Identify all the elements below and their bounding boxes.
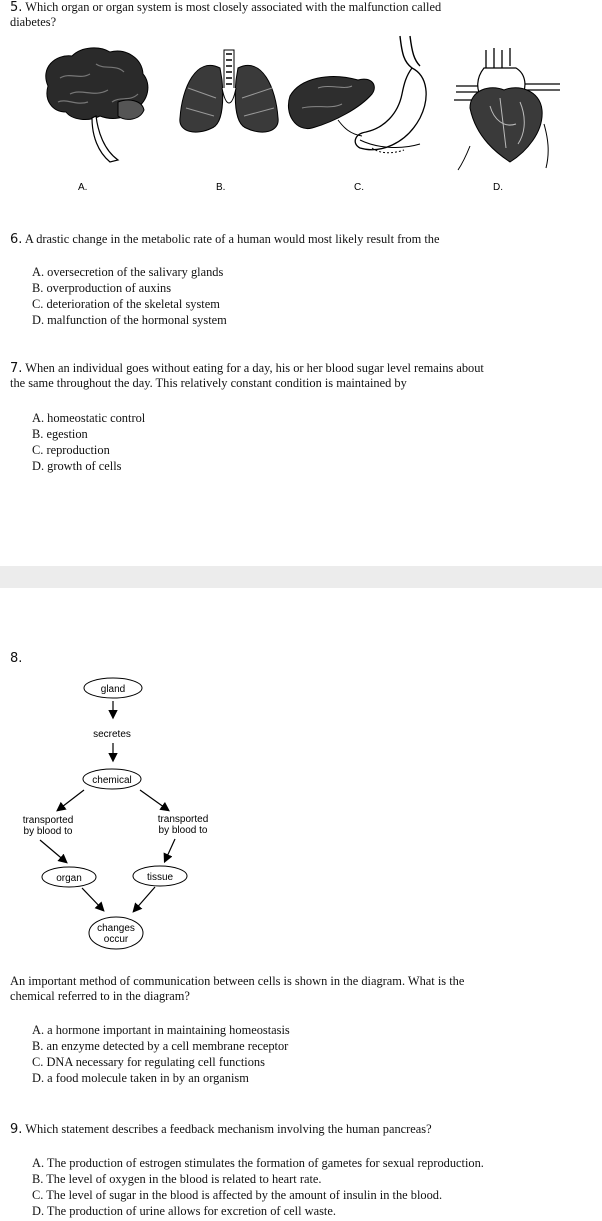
tissue-label: tissue (146, 872, 174, 883)
q5-stem (10, 0, 441, 30)
q8-number: 8. (10, 651, 23, 666)
arrow-tissue-changes (134, 887, 155, 911)
q6-option-b[interactable]: B. overproduction of auxins (32, 281, 172, 295)
q9-option-a[interactable]: A. The production of estrogen stimulates the formation of gametes for sexual reproduction. (32, 1156, 484, 1170)
secretes-label: secretes (93, 729, 131, 740)
q8-option-c[interactable]: C. DNA necessary for regulating cell functions (32, 1055, 265, 1069)
q6-stem (10, 232, 439, 247)
q8-stem (10, 974, 464, 1004)
left-transport-line1: transported (22, 815, 74, 826)
q9-text: Which statement describes a feedback mechanism involving the human pancreas? (25, 1122, 432, 1136)
q9-option-c[interactable]: C. The level of sugar in the blood is affected by the amount of insulin in the blood. (32, 1188, 443, 1202)
q9-option-d[interactable]: D. The production of urine allows for excretion of cell waste. (32, 1204, 336, 1218)
q7-text-line2: the same throughout the day. This relatively constant condition is maintained by (10, 376, 407, 390)
q9-option-b[interactable]: B. The level of oxygen in the blood is related to heart rate. (32, 1172, 322, 1186)
q6-number: 6. (10, 232, 23, 247)
q6-option-c[interactable]: C. deterioration of the skeletal system (32, 297, 220, 311)
organ-label: organ (56, 873, 82, 884)
q6-option-a[interactable]: A. oversecretion of the salivary glands (32, 265, 224, 279)
q7-stem (10, 361, 484, 391)
right-transport-line1: transported (157, 814, 209, 825)
q5-label-d: D. (493, 182, 503, 193)
q7-text-line1: When an individual goes without eating for a day, his or her blood sugar level remains about (25, 361, 484, 375)
right-transport-line2: by blood to (158, 825, 208, 836)
q8-text-line2: chemical referred to in the diagram? (10, 989, 190, 1003)
q8-options (32, 1022, 290, 1086)
q8-flow-diagram (0, 672, 240, 962)
changes-label-line2: occur (103, 934, 129, 945)
lungs-image (180, 50, 278, 132)
arrow-left-organ (40, 840, 66, 862)
page-break-band (0, 566, 602, 588)
arrow-right-tissue (165, 839, 175, 861)
gland-label: gland (100, 684, 126, 695)
arrow-organ-changes (82, 888, 103, 910)
q5-text-line1: Which organ or organ system is most closely associated with the malfunction called (25, 0, 442, 14)
q8-option-d[interactable]: D. a food molecule taken in by an organism (32, 1071, 249, 1085)
q5-organ-figure (0, 28, 602, 198)
q6-option-d[interactable]: D. malfunction of the hormonal system (32, 313, 227, 327)
left-transport-line2: by blood to (23, 826, 73, 837)
q7-option-a[interactable]: A. homeostatic control (32, 411, 146, 425)
q7-options (32, 410, 145, 474)
q9-options (32, 1155, 484, 1219)
q7-number: 7. (10, 361, 23, 376)
q7-option-b[interactable]: B. egestion (32, 427, 88, 441)
q5-label-c: C. (354, 182, 364, 193)
q5-label-a: A. (78, 182, 88, 193)
chemical-label: chemical (92, 775, 132, 786)
brain-image (46, 48, 148, 162)
q7-option-c[interactable]: C. reproduction (32, 443, 110, 457)
q7-option-d[interactable]: D. growth of cells (32, 459, 122, 473)
heart-image (454, 48, 560, 170)
arrow-chemical-right (140, 790, 168, 810)
q6-text: A drastic change in the metabolic rate of a human would most likely result from the (24, 232, 440, 246)
q8-number-wrap (10, 651, 22, 666)
liver-stomach-image (288, 36, 426, 153)
q5-number: 5. (10, 0, 23, 15)
arrow-chemical-left (58, 790, 84, 810)
q6-options (32, 264, 227, 328)
q5-label-b: B. (216, 182, 226, 193)
q8-text-line1: An important method of communication between cells is shown in the diagram. What is the (10, 974, 465, 988)
q8-option-b[interactable]: B. an enzyme detected by a cell membrane receptor (32, 1039, 289, 1053)
q9-stem (10, 1122, 432, 1137)
q5-text-line2: diabetes? (10, 15, 57, 29)
q9-number: 9. (10, 1122, 23, 1137)
changes-label-line1: changes (97, 923, 135, 934)
q8-option-a[interactable]: A. a hormone important in maintaining homeostasis (32, 1023, 290, 1037)
